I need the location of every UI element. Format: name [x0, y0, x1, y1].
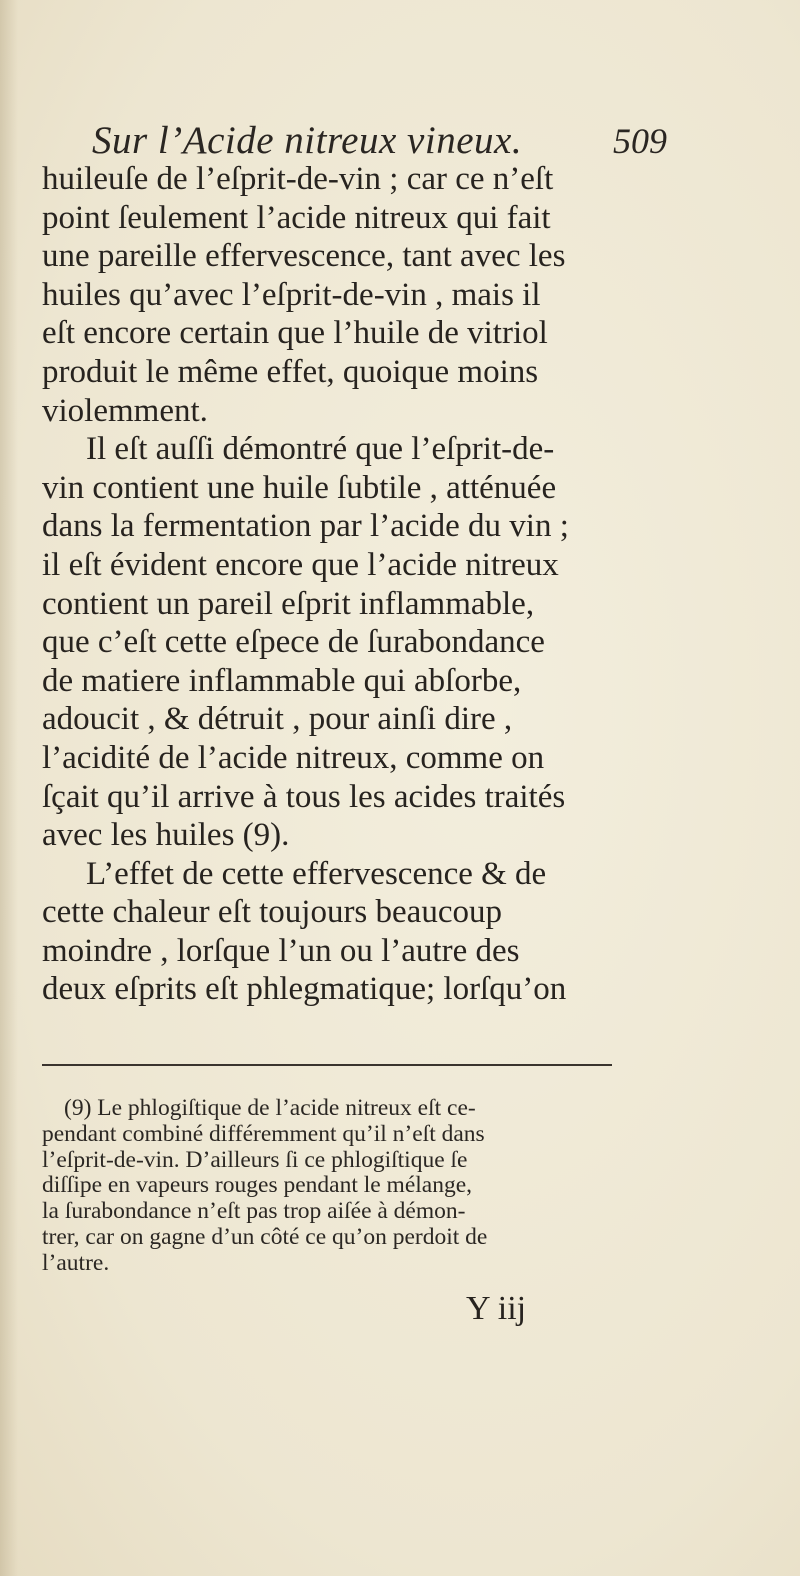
footnote-line: pendant combiné différemment qu’il n’eſt dans — [42, 1120, 485, 1147]
footnote-separator — [42, 1064, 612, 1066]
text-line: violemment. — [42, 392, 208, 429]
text-line: huiles qu’avec l’eſprit-de-vin , mais il — [42, 276, 541, 313]
text-line: adoucit , & détruit , pour ainſi dire , — [42, 701, 513, 738]
footnote-line: (9) Le phlogiſtique de l’acide nitreux eſt ce- — [64, 1095, 476, 1121]
text-line: ſçait qu’il arrive à tous les acides traités — [42, 778, 566, 815]
paragraph-start-line: Il eſt auſſi démontré que l’eſprit-de- — [86, 431, 555, 468]
main-text — [42, 160, 622, 1009]
footnote-line: diſſipe en vapeurs rouges pendant le mélange, — [42, 1172, 473, 1199]
footnote — [42, 1096, 622, 1277]
running-head-title: Sur l’Acide nitreux vineux. — [92, 119, 523, 162]
text-line: de matiere inflammable qui abſorbe, — [42, 662, 522, 699]
text-line: une pareille effervescence, tant avec les — [42, 238, 566, 275]
text-line: point ſeulement l’acide nitreux qui fait — [42, 199, 551, 236]
text-line: que c’eſt cette eſpece de ſurabondance — [42, 624, 545, 661]
footnote-line: l’autre. — [42, 1249, 110, 1276]
text-line: produit le même effet, quoique moins — [42, 353, 539, 390]
text-line: vin contient une huile ſubtile , atténuée — [42, 469, 557, 506]
text-line: huileuſe de l’eſprit-de-vin ; car ce n’eſt — [42, 161, 554, 197]
running-head — [92, 118, 667, 163]
text-line: dans la fermentation par l’acide du vin ; — [42, 508, 569, 545]
page-fold-shadow — [0, 0, 18, 1576]
text-line: eſt encore certain que l’huile de vitriol — [42, 315, 548, 352]
text-line: deux eſprits eſt phlegmatique; lorſqu’on — [42, 971, 567, 1008]
text-line: cette chaleur eſt toujours beaucoup — [42, 894, 502, 931]
text-line: moindre , lorſque l’un ou l’autre des — [42, 932, 520, 969]
footnote-line: trer, car on gagne d’un côté ce qu’on perdoit de — [42, 1223, 488, 1250]
text-line: contient un pareil eſprit inflammable, — [42, 585, 535, 622]
text-line: l’acidité de l’acide nitreux, comme on — [42, 739, 545, 776]
paragraph-start-line: L’effet de cette effervescence & de — [86, 855, 547, 892]
text-line: il eſt évident encore que l’acide nitreux — [42, 546, 559, 583]
page-number: 509 — [613, 121, 667, 161]
text-line: avec les huiles (9). — [42, 817, 290, 854]
footnote-line: la ſurabondance n’eſt pas trop aiſée à démon- — [42, 1198, 466, 1225]
signature-mark: Y iij — [466, 1290, 527, 1327]
footnote-line: l’eſprit-de-vin. D’ailleurs ſi ce phlogiſtique ſe — [42, 1146, 468, 1173]
